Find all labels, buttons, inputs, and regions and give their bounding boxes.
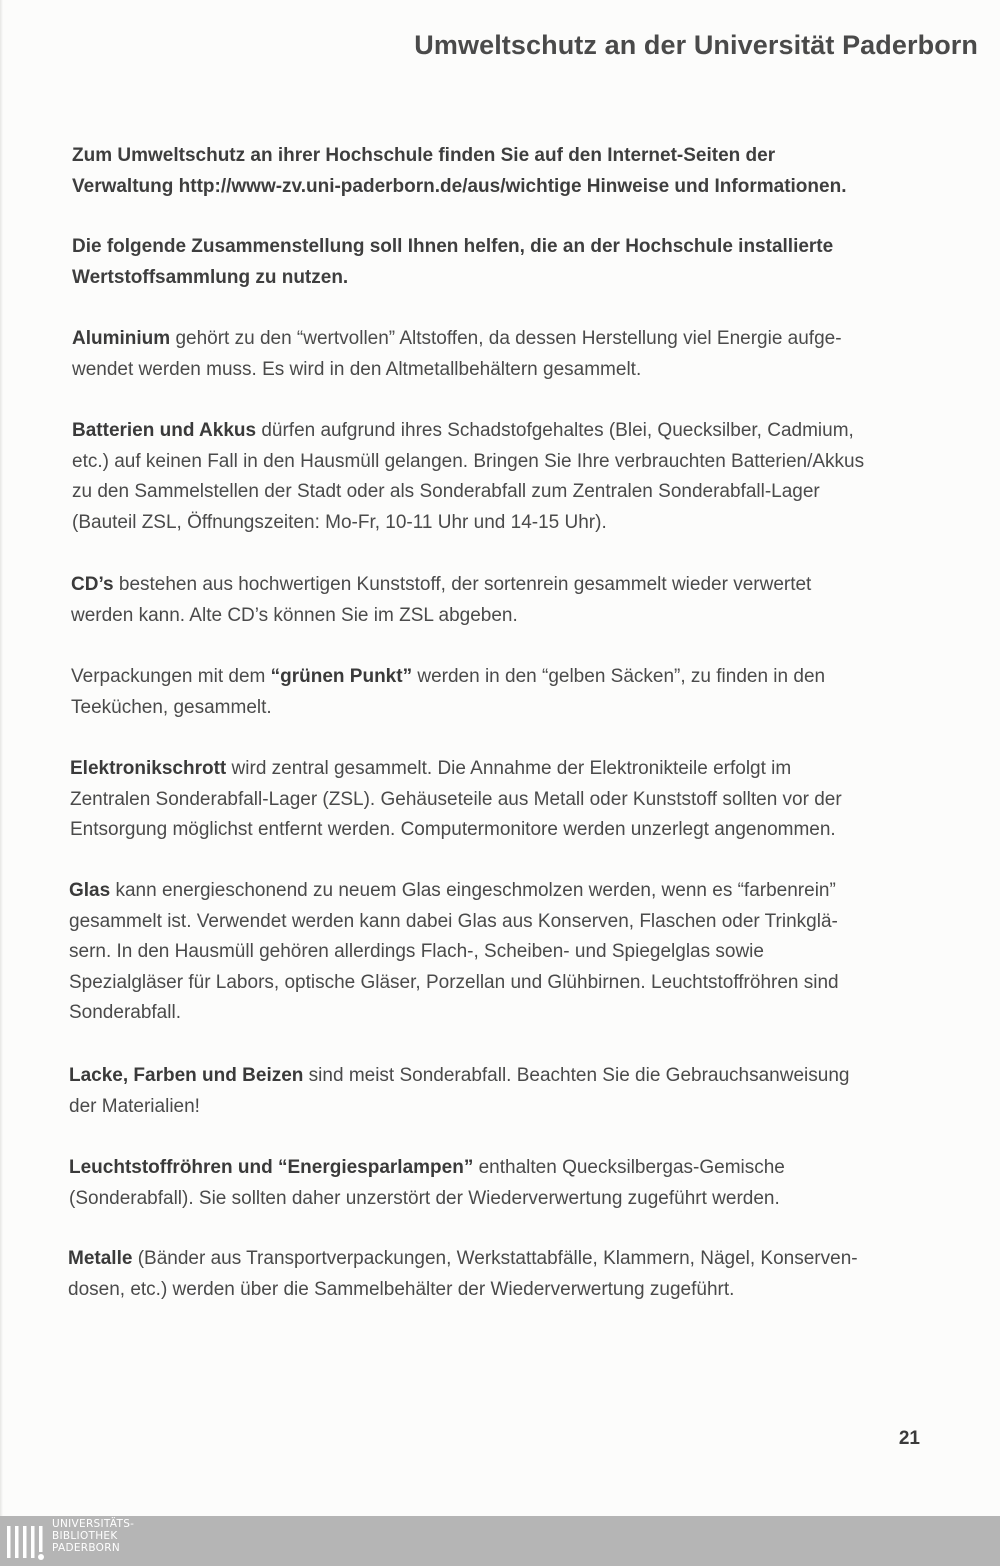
paragraph-line: zu den Sammelstellen der Stadt oder als Sonderabfall zum Zentralen Sonderabfall-Lager — [72, 481, 820, 502]
library-logo-icon — [6, 1524, 48, 1562]
paragraph-line: etc.) auf keinen Fall in den Hausmüll gelangen. Bringen Sie Ihre verbrauchten Batterien/Akkus — [72, 450, 865, 472]
paragraph-line: Zentralen Sonderabfall-Lager (ZSL). Gehäuseteile aus Metall oder Kunststoff sollten vor der — [70, 788, 842, 810]
paragraph-line: der Materialien! — [69, 1095, 200, 1117]
term-elektronikschrott: Elektronikschrott — [70, 758, 227, 779]
paragraph-line — [72, 324, 952, 355]
library-name-line: BIBLIOTHEK — [52, 1530, 118, 1542]
intro-line: Die folgende Zusammenstellung soll Ihnen helfen, die an der Hochschule installierte — [72, 236, 834, 257]
text-span: gehört zu den “wertvollen” Altstoffen, da dessen Herstellung viel Energie aufge- — [170, 328, 842, 349]
paragraph-line — [69, 1153, 949, 1184]
paragraph-verpackungen — [71, 662, 951, 723]
term-gruener-punkt: “grünen Punkt” — [270, 666, 413, 687]
term-leuchtstoff: Leuchtstoffröhren und “Energiesparlampen” — [69, 1157, 474, 1178]
paragraph-line — [69, 876, 949, 907]
paragraph-line — [70, 754, 950, 785]
text-span: dürfen aufgrund ihres Schadstofgehaltes (Blei, Quecksilber, Cadmium, — [256, 420, 854, 441]
paragraph-line — [71, 570, 951, 601]
paragraph-line — [69, 1061, 949, 1092]
paragraph-batterien — [72, 416, 952, 538]
paragraph-glas — [69, 876, 949, 1029]
intro-line: Verwaltung http://www-zv.uni-paderborn.de/aus/wichtige Hinweise und Informationen. — [72, 176, 847, 197]
paragraph-line — [68, 1244, 948, 1275]
paragraph-elektronik — [70, 754, 950, 846]
term-cds: CD’s — [71, 574, 114, 595]
text-span: kann energieschonend zu neuem Glas eingeschmolzen werden, wenn es “farbenrein” — [110, 880, 836, 901]
page-edge — [0, 0, 3, 1516]
paragraph-line: Sonderabfall. — [69, 1002, 181, 1023]
library-name — [52, 1518, 134, 1554]
paragraph-line: Entsorgung möglichst entfernt werden. Computermonitore werden unzerlegt angenommen. — [70, 819, 836, 840]
page-title: Umweltschutz an der Universität Paderborn — [414, 30, 978, 60]
text-span: wird zentral gesammelt. Die Annahme der Elektronikteile erfolgt im — [226, 758, 792, 779]
text-span: werden in den “gelben Säcken”, zu finden in den — [412, 666, 826, 687]
paragraph-line — [71, 662, 951, 693]
intro-line: Zum Umweltschutz an ihrer Hochschule finden Sie auf den Internet-Seiten der — [72, 145, 776, 166]
paragraph-metalle — [68, 1244, 948, 1305]
paragraph-aluminium — [72, 324, 952, 385]
term-lacke: Lacke, Farben und Beizen — [69, 1065, 304, 1086]
paragraph-lacke — [69, 1061, 949, 1122]
text-span: enthalten Quecksilbergas-Gemische — [473, 1157, 785, 1178]
term-aluminium: Aluminium — [72, 328, 171, 349]
paragraph-cds — [71, 570, 951, 631]
text-span: (Bänder aus Transportverpackungen, Werkstattabfälle, Klammern, Nägel, Konserven- — [132, 1248, 858, 1269]
library-footer-bar — [0, 1516, 1000, 1566]
paragraph-line: (Bauteil ZSL, Öffnungszeiten: Mo-Fr, 10-11 Uhr und 14-15 Uhr). — [72, 511, 607, 533]
paragraph-line — [72, 416, 952, 447]
paragraph-line: sern. In den Hausmüll gehören allerdings Flach-, Scheiben- und Spiegelglas sowie — [69, 941, 764, 962]
text-span: Verpackungen mit dem — [71, 666, 271, 687]
intro-collection — [72, 231, 952, 293]
intro-website — [72, 140, 952, 202]
intro-line: Wertstoffsammlung zu nutzen. — [72, 267, 349, 288]
library-name-line: PADERBORN — [52, 1542, 120, 1554]
paragraph-line: wendet werden muss. Es wird in den Altmetallbehältern gesammelt. — [72, 358, 642, 380]
paragraph-line: gesammelt ist. Verwendet werden kann dabei Glas aus Konserven, Flaschen oder Trinkglä- — [69, 910, 838, 932]
paragraph-line: Teeküchen, gesammelt. — [71, 696, 272, 718]
page-number: 21 — [898, 1428, 920, 1449]
paragraph-leuchtstoff — [69, 1153, 949, 1214]
term-glas: Glas — [69, 880, 111, 901]
paragraph-line: (Sonderabfall). Sie sollten daher unzerstört der Wiederverwertung zugeführt werden. — [69, 1187, 780, 1209]
paragraph-line: Spezialgläser für Labors, optische Gläser, Porzellan und Glühbirnen. Leuchtstoffröhren sind — [69, 971, 839, 993]
paragraph-line: dosen, etc.) werden über die Sammelbehälter der Wiederverwertung zugeführt. — [68, 1278, 735, 1300]
paragraph-line: werden kann. Alte CD’s können Sie im ZSL abgeben. — [71, 604, 518, 626]
text-span: sind meist Sonderabfall. Beachten Sie die Gebrauchsanweisung — [303, 1065, 850, 1086]
library-name-line: UNIVERSITÄTS- — [52, 1518, 135, 1530]
text-span: bestehen aus hochwertigen Kunststoff, der sortenrein gesammelt wieder verwertet — [113, 574, 812, 595]
term-metalle: Metalle — [68, 1248, 133, 1269]
term-batterien: Batterien und Akkus — [72, 420, 257, 441]
